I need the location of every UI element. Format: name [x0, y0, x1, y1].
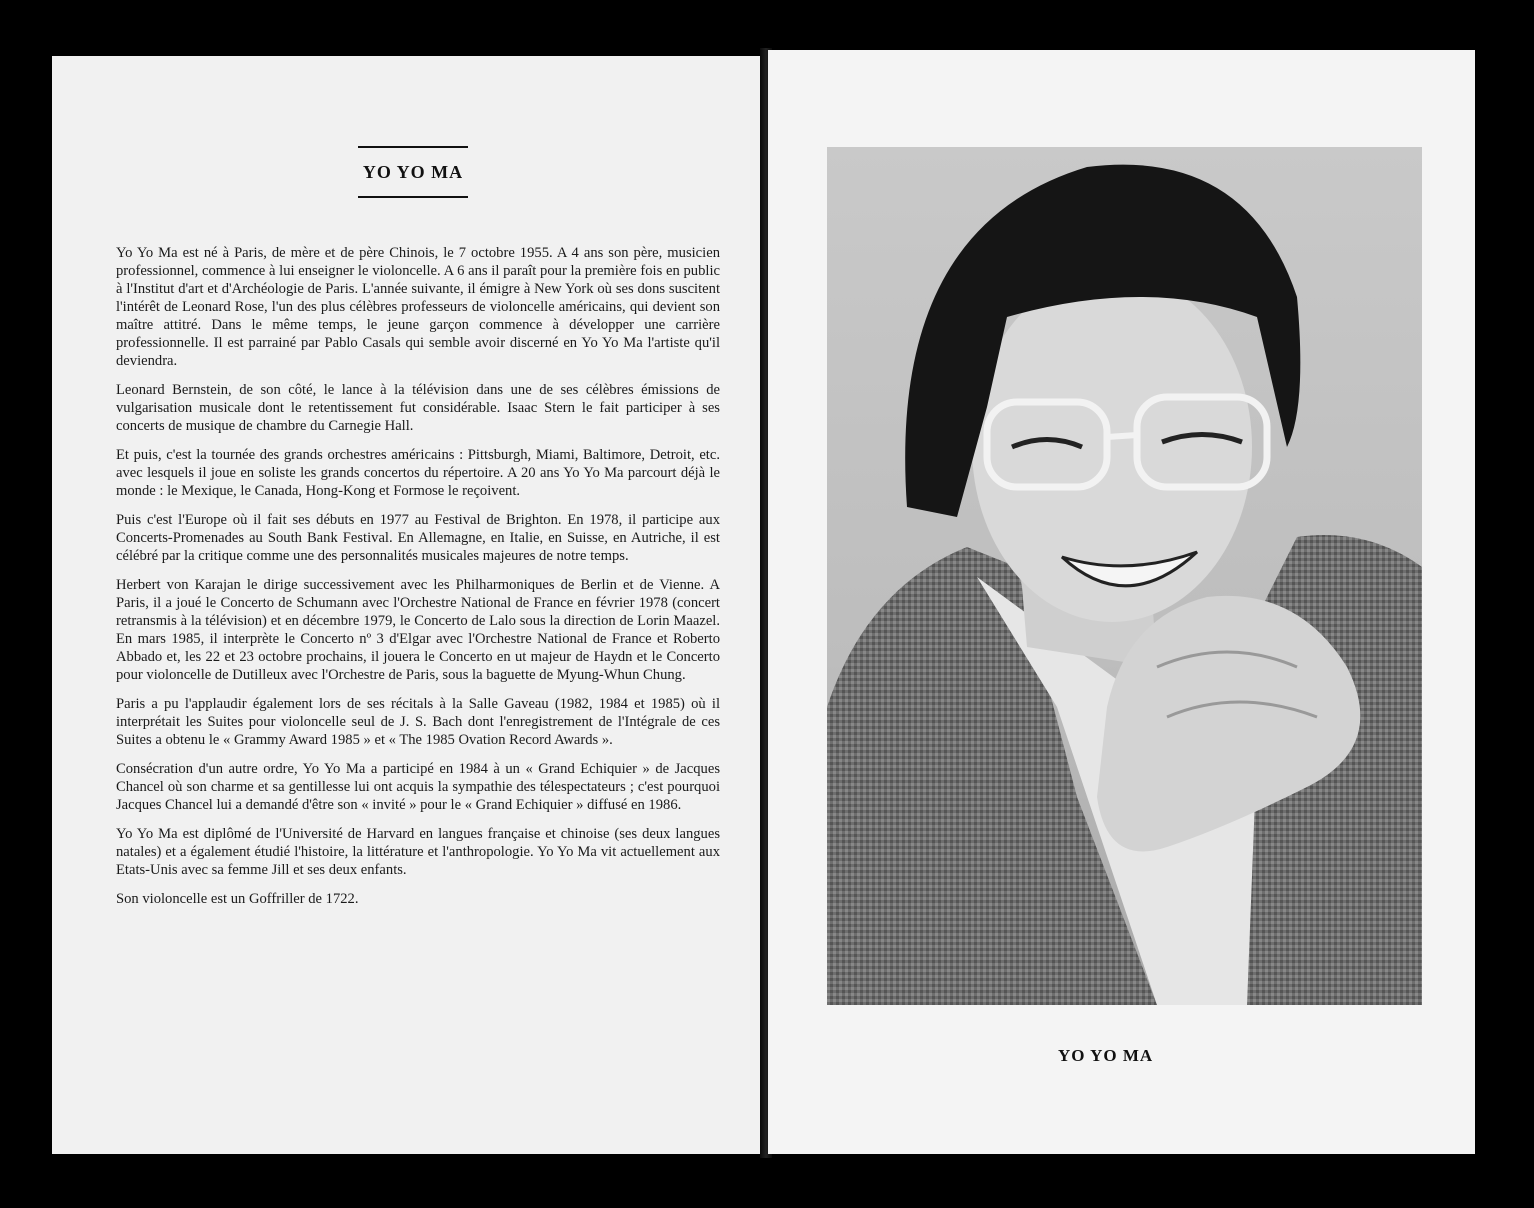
bio-paragraph: Son violoncelle est un Goffriller de 1722.: [116, 891, 359, 907]
title-block: [358, 146, 468, 198]
photo-caption: YO YO MA: [1058, 1046, 1154, 1065]
bio-paragraph: Puis c'est l'Europe où il fait ses débuts en 1977 au Festival de Brighton. En 1978, il participe aux Concerts-Promenades au South Bank Festival. En Allemagne, en Italie, en Suisse, en Autriche, il est célébré par la critique comme une des personnalités musicales majeures de notre temps.: [116, 512, 720, 564]
bio-paragraph: Leonard Bernstein, de son côté, le lance à la télévision dans une de ses célèbres émissions de vulgarisation musicale dont le retentissement fut considérable. Isaac Stern le fait participer à ses concerts de musique de chambre du Carnegie Hall.: [116, 382, 720, 434]
bio-paragraph: Et puis, c'est la tournée des grands orchestres américains : Pittsburgh, Miami, Baltimore, Detroit, etc. avec lesquels il joue en soliste les grands concertos du répertoire. A 20 ans Yo Yo Ma parcourt déjà le monde : le Mexique, le Canada, Hong-Kong et Formose le reçoivent.: [116, 447, 720, 499]
portrait-illustration: [827, 147, 1422, 1005]
bio-paragraph: Yo Yo Ma est né à Paris, de mère et de père Chinois, le 7 octobre 1955. A 4 ans son père, musicien professionnel, commence à lui enseigner le violoncelle. A 6 ans il paraît pour la première fois en public à l'Institut d'art et d'Archéologie de Paris. L'année suivante, il émigre à New York où ses dons suscitent l'intérêt de Leonard Rose, l'un des plus célèbres professeurs de violoncelle américains, qui devient son maître attitré. Dans le même temps, le jeune garçon commence à développer une carrière professionnelle. Il est parrainé par Pablo Casals qui semble avoir discerné en Yo Yo Ma l'artiste qu'il deviendra.: [116, 245, 720, 369]
page-title: YO YO MA: [362, 162, 464, 182]
title-rule-bottom: [358, 196, 468, 198]
bio-paragraph: Consécration d'un autre ordre, Yo Yo Ma a participé en 1984 à un « Grand Echiquier » de Jacques Chancel où son charme et sa gentillesse lui ont acquis la sympathie des télespectateurs ; c'est pourquoi Jacques Chancel lui a demandé d'être son « invité » pour le « Grand Echiquier » diffusé en 1986.: [116, 761, 720, 813]
bio-paragraph: Herbert von Karajan le dirige successivement avec les Philharmoniques de Berlin et de Vienne. A Paris, il a joué le Concerto de Schumann avec l'Orchestre National de France en février 1978 (concert retransmis à la télévision) et en décembre 1979, le Concerto de Lalo sous la direction de Lorin Maazel. En mars 1985, il interprète le Concerto nº 3 d'Elgar avec l'Orchestre National de France et Roberto Abbado et, les 22 et 23 octobre prochains, il jouera le Concerto en ut majeur de Haydn et le Concerto pour violoncelle de Dutilleux avec l'Orchestre de Paris, sous la baguette de Myung-Whun Chung.: [116, 577, 720, 683]
portrait-photo: [827, 147, 1422, 1005]
right-page: [768, 50, 1475, 1154]
bio-paragraph: Yo Yo Ma est diplômé de l'Université de Harvard en langues française et chinoise (ses deux langues natales) et a également étudié l'histoire, la littérature et l'anthropologie. Yo Yo Ma vit actuellement aux Etats-Unis avec sa femme Jill et ses deux enfants.: [116, 826, 720, 878]
biography-text: [116, 244, 720, 919]
bio-paragraph: Paris a pu l'applaudir également lors de ses récitals à la Salle Gaveau (1982, 1984 et 1985) où il interprétait les Suites pour violoncelle seul de J. S. Bach dont l'enregistrement de l'Intégrale de ces Suites a obtenu le « Grammy Award 1985 » et « The 1985 Ovation Record Awards ».: [116, 696, 720, 748]
left-page: [52, 56, 764, 1154]
